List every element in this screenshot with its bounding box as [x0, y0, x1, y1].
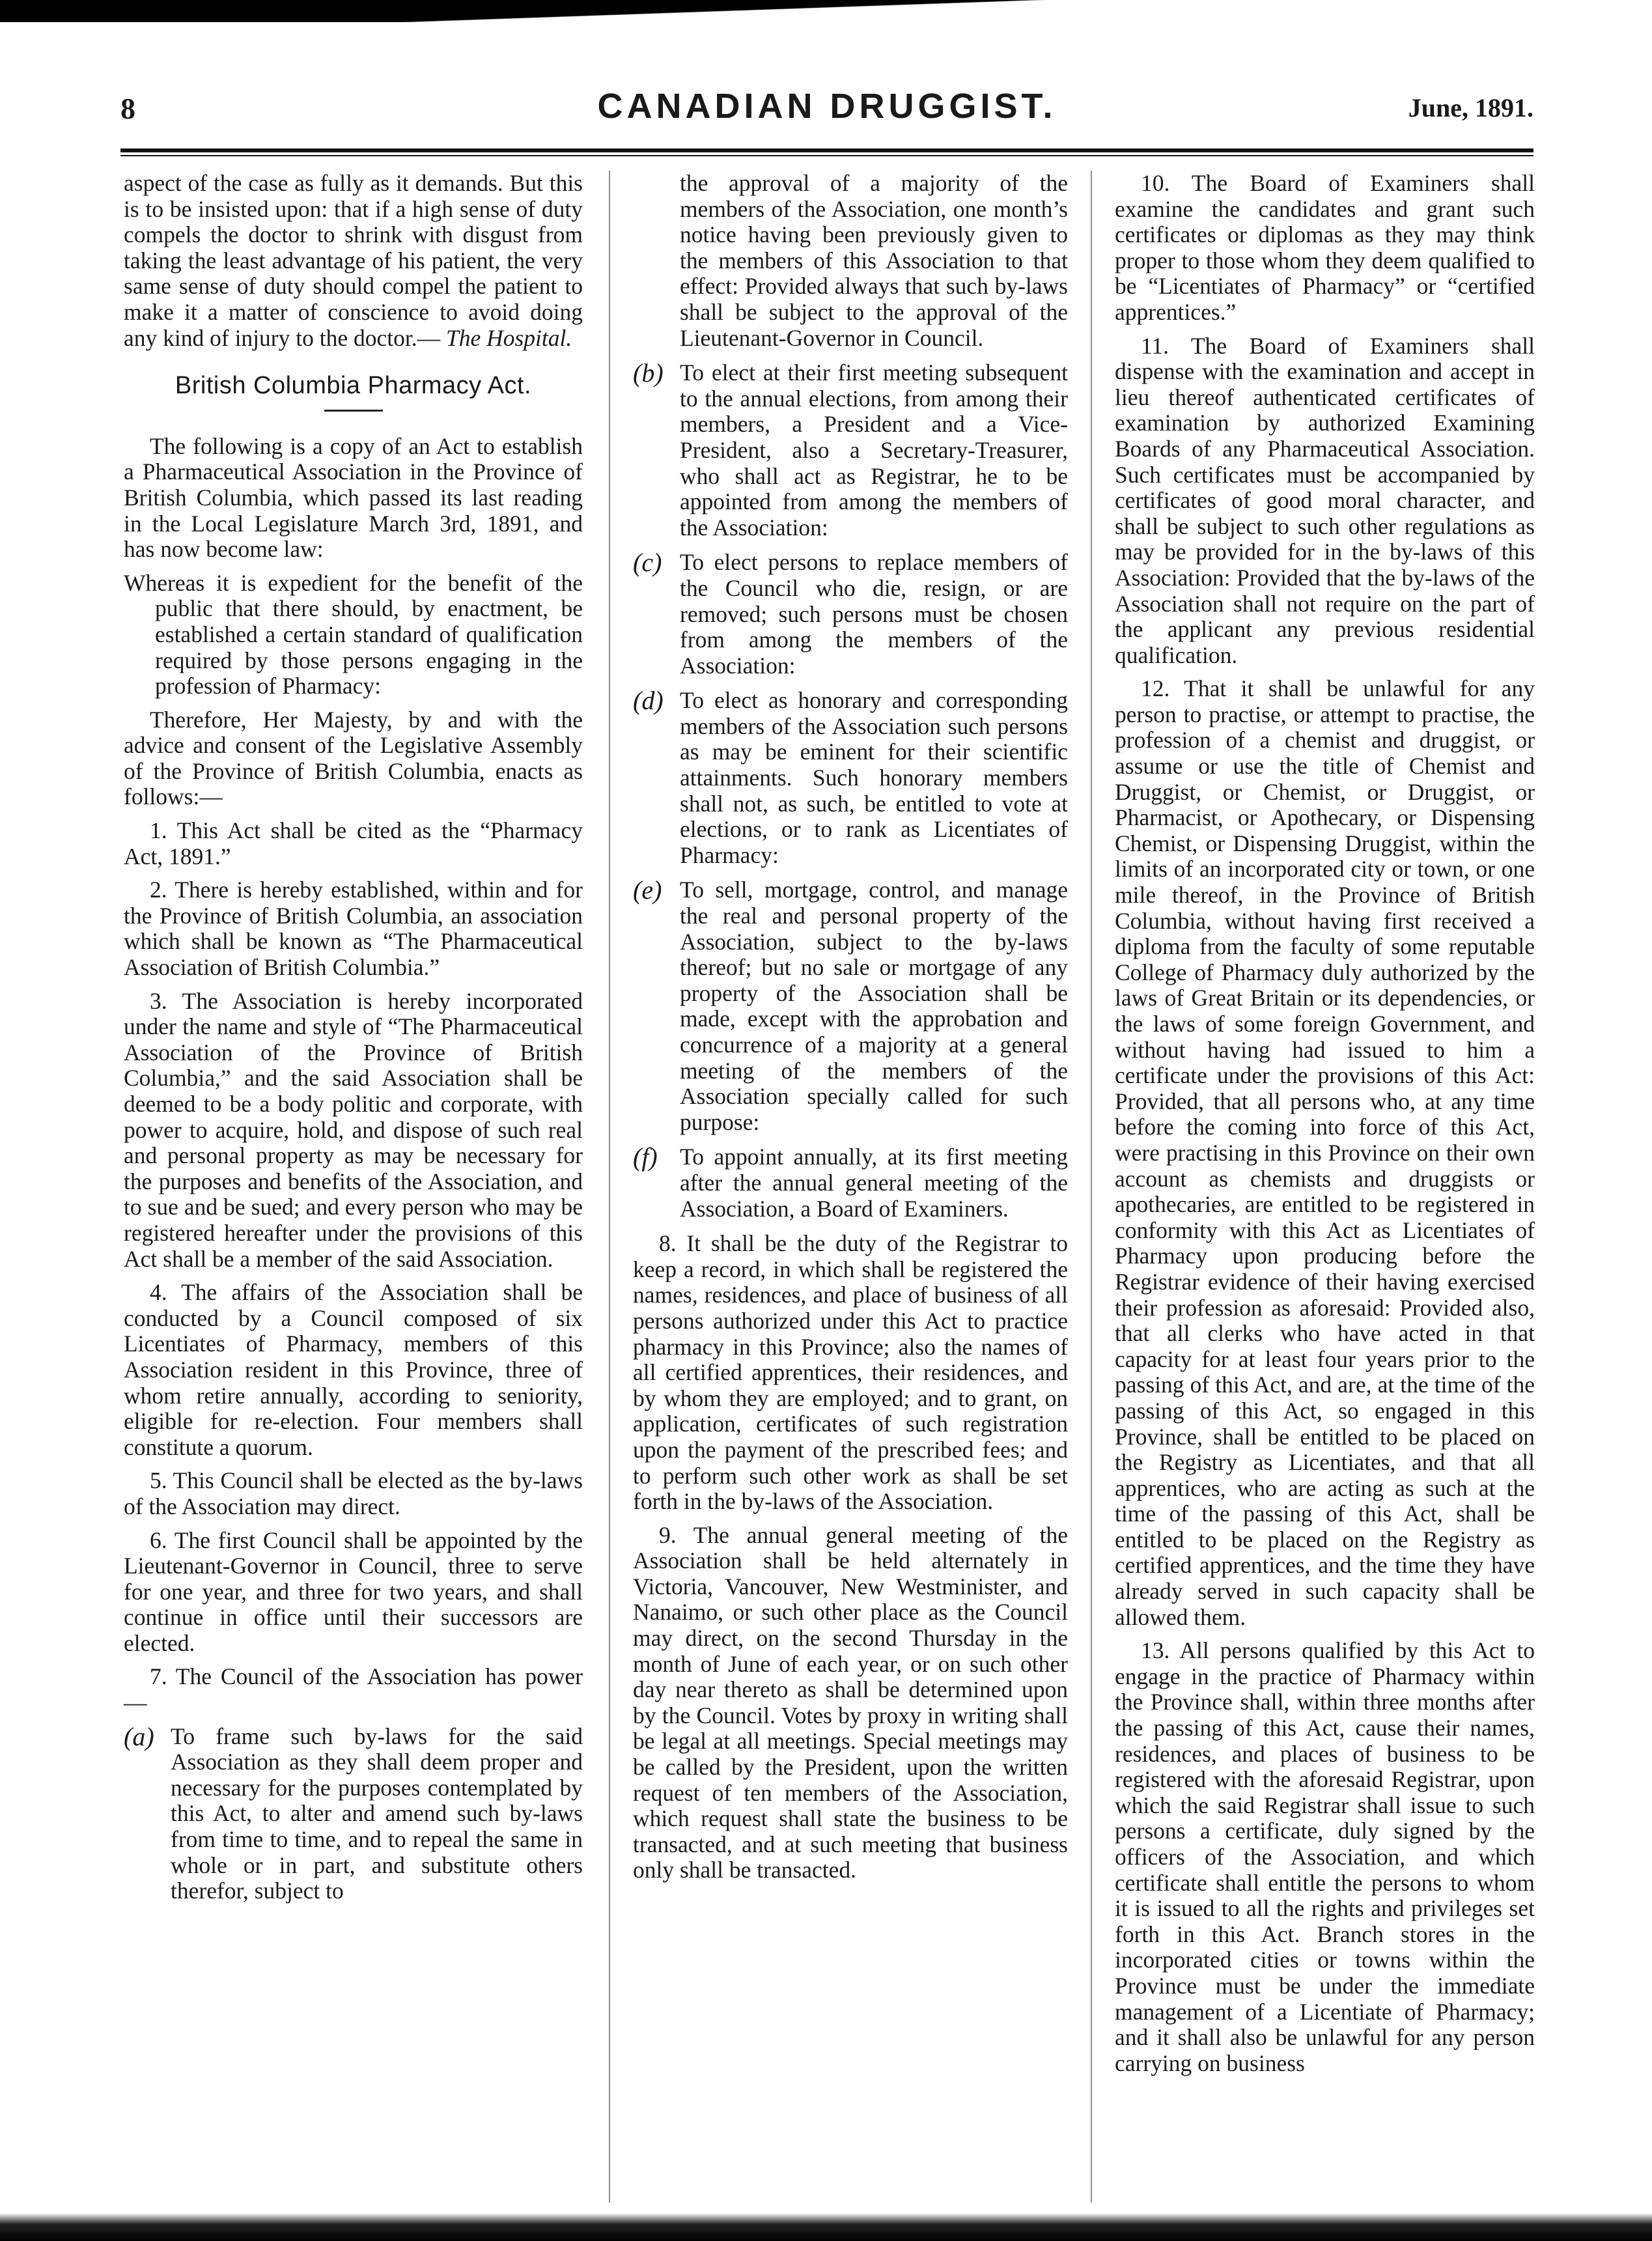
section-7a: (a) To frame such by-laws for the said Association as they shall deem proper and necessary for the purposes contemplated by this Act, to alter and amend such by-laws from time to time, and to repeal the same in whole or in part, and substitute others therefor, subject to — [124, 1721, 583, 1904]
section-9: 9. The annual general meeting of the Association shall be held alternately in Victoria, Vancouver, New Westminister, and Nanaimo, or such other place as the Council may direct, on the second Thursday in the month of June of each year, or on such other day near thereto as shall be determined upon by the Council. Votes by proxy in writing shall be legal at all meetings. Special meetings may be called by the President, upon the written request of ten members of the Association, which request shall state the business to be transacted, and at such meeting that business only shall be transacted. — [633, 1521, 1068, 1883]
section-1: 1. This Act shall be cited as the “Pharmacy Act, 1891.” — [124, 817, 583, 869]
section-2: 2. There is hereby established, within and for the Province of British Columbia, an association which shall be known as “The Pharmaceutical Association of British Columbia.” — [124, 877, 583, 981]
section-5: 5. This Council shall be elected as the by-laws of the Association may direct. — [124, 1467, 583, 1519]
section-3: 3. The Association is hereby incorporated under the name and style of “The Pharmaceutical Association of the Province of British Columbia,” and the said Association shall be deemed to be a body politic and corporate, with power to acquire, hold, and dispose of such real and personal property as may be necessary for the purposes and benefits of the Association, and to sue and be sued; and every person who may be registered hereafter under the provisions of this Act shall be a member of the said Association. — [124, 987, 583, 1272]
item-label: (c) — [633, 548, 662, 578]
section-7a-continued: the approval of a majority of the members of the Association, one month’s notice having been previously given to the members of this Association to that effect: Provided always that such by-laws shall be subject to the approval of the Lieutenant-Governor in Council. — [680, 170, 1068, 351]
column-divider-1 — [609, 171, 610, 2203]
section-6: 6. The first Council shall be appointed by the Lieutenant-Governor in Council, three to serve for one year, and three for two years, and shall continue in office until their successors are elected. — [124, 1527, 583, 1656]
item-label: (e) — [633, 875, 662, 905]
section-11: 11. The Board of Examiners shall dispense with the examination and accept in lieu thereof authenticated certificates of examination by authorized Examining Boards of any Pharmaceutical Association. Such certificates must be accompanied by certificates of good moral character, and shall be subject to such other regulations as may be provided for in the by-laws of this Association: Provided that the by-laws of the Association shall not require on the part of the applicant any previous residential qualification. — [1115, 332, 1535, 668]
page-header — [120, 86, 1533, 138]
item-label: (b) — [633, 358, 664, 388]
scan-edge-bottom — [0, 2213, 1652, 2241]
masthead: CANADIAN DRUGGIST. — [597, 87, 1057, 126]
scan-edge-top — [0, 0, 1652, 22]
column-divider-2 — [1091, 171, 1092, 2203]
section-7c: (c) To elect persons to replace members of the Council who die, resign, or are removed; such persons must be chosen from among the members of the Association: — [633, 548, 1068, 679]
column-3 — [1115, 171, 1535, 2084]
whereas-clause: Whereas it is expedient for the benefit of the public that there should, by enactment, be established a certain standard of qualification required by those persons engaging in the profession of Pharmacy: — [124, 569, 583, 699]
section-13: 13. All persons qualified by this Act to engage in the practice of Pharmacy within the Province shall, within three months after the passing of this Act, cause their names, residences, and places of business to be registered with the aforesaid Registrar, upon which the said Registrar shall issue to such persons a certificate, duly signed by the officers of the Association, and which certificate shall entitle the persons to whom it is issued to all the rights and privileges set forth in this Act. Branch stores in the incorporated cities or towns within the Province must be under the immediate management of a Licentiate of Pharmacy; and it shall also be unlawful for any person carrying on business — [1115, 1637, 1535, 2076]
column-1 — [124, 171, 583, 1913]
section-12: 12. That it shall be unlawful for any person to practise, or attempt to practise, the profession of a chemist and druggist, or assume or use the title of Chemist and Druggist, or Chemist, or Druggist, or Pharmacist, or Apothecary, or Dispensing Chemist, or Dispensing Druggist, within the limits of an incorporated city or town, or one mile thereof, in the Province of British Columbia, without having first received a diploma from the faculty of some reputable College of Pharmacy duly authorized by the laws of Great Britain or its dependencies, or the laws of some foreign Government, and without having had issued to him a certificate under the provisions of this Act: Provided, that all persons who, at any time before the coming into force of this Act, were practising in this Province on their own account as chemists and druggists or apothecaries, are entitled to be registered in conformity with this Act as Licentiates of Pharmacy upon producing before the Registrar evidence of their having exercised their profession as aforesaid: Provided also, that all clerks who have acted in that capacity for at least four years prior to the passing of this Act, and are, at the time of the passing of this Act, so engaged in this Province, shall be entitled to be placed on the Registry as Licentiates, and that all apprentices, who are acting as such at the time of the passing of this Act, shall be entitled to be placed on the Registry as certified apprentices, and the time they have already served in such capacity shall be allowed them. — [1115, 675, 1535, 1630]
column-2 — [633, 171, 1068, 1891]
section-8: 8. It shall be the duty of the Registrar to keep a record, in which shall be registered the names, residences, and place of business of all persons authorized under this Act to practice pharmacy in this Province; also the names of all certified apprentices, their residences, and by whom they are employed; and to grant, on application, certificates of such registration upon the payment of the prescribed fees; and to perform such other work as shall be set forth in the by-laws of the Association. — [633, 1230, 1068, 1515]
section-7e: (e) To sell, mortgage, control, and manage the real and personal property of the Association, subject to the by-laws thereof; but no sale or mortgage of any property of the Association shall be made, except with the approbation and concurrence of a majority at a general meeting of the members of the Association specially called for such purpose: — [633, 875, 1068, 1135]
issue-date: June, 1891. — [1408, 93, 1533, 122]
item-label: (f) — [633, 1142, 658, 1172]
section-7f: (f) To appoint annually, at its first meeting after the annual general meeting of the Association, a Board of Examiners. — [633, 1142, 1068, 1222]
section-7d: (d) To elect as honorary and corresponding members of the Association such persons as may be eminent for their scientific attainments. Such honorary members shall not, as such, be entitled to vote at elections, or to rank as Licentiates of Pharmacy: — [633, 686, 1068, 868]
section-7b: (b) To elect at their first meeting subsequent to the annual elections, from among their members, a President and a Vice-President, also a Secretary-Treasurer, who shall act as Registrar, he to be appointed from among the members of the Association: — [633, 358, 1068, 541]
title-rule — [324, 410, 383, 412]
section-7: 7. The Council of the Association has power— — [124, 1663, 583, 1716]
section-title: British Columbia Pharmacy Act. — [175, 372, 532, 400]
article-source: The Hospital. — [445, 324, 572, 351]
header-rule — [120, 148, 1533, 152]
header-rule-thin — [120, 155, 1533, 156]
item-label: (a) — [124, 1721, 154, 1751]
item-label: (d) — [633, 686, 664, 716]
enacting-clause: Therefore, Her Majesty, by and with the advice and consent of the Legislative Assembly of the Province of British Columbia, enacts as follows:— — [124, 706, 583, 810]
intro-paragraph: The following is a copy of an Act to establish a Pharmaceutical Association in the Province of British Columbia, which passed its last reading in the Local Legislature March 3rd, 1891, and has now become law: — [124, 432, 583, 563]
section-4: 4. The affairs of the Association shall be conducted by a Council composed of six Licentiates of Pharmacy, members of this Association resident in this Province, three of whom retire annually, according to seniority, eligible for re-election. Four members shall constitute a quorum. — [124, 1279, 583, 1460]
page-number: 8 — [120, 92, 135, 125]
article-continuation: aspect of the case as fully as it demands. But this is to be insisted upon: that if a high sense of duty compels the doctor to shrink with disgust from taking the least advantage of his patient, the very same sense of duty should compel the patient to make it a matter of conscience to avoid doing any kind of injury to the doctor.— The Hospital. — [124, 170, 583, 351]
section-10: 10. The Board of Examiners shall examine the candidates and grant such certificates or diplomas as they may think proper to those whom they deem qualified to be “Licentiates of Pharmacy” or “certified apprentices.” — [1115, 170, 1535, 325]
